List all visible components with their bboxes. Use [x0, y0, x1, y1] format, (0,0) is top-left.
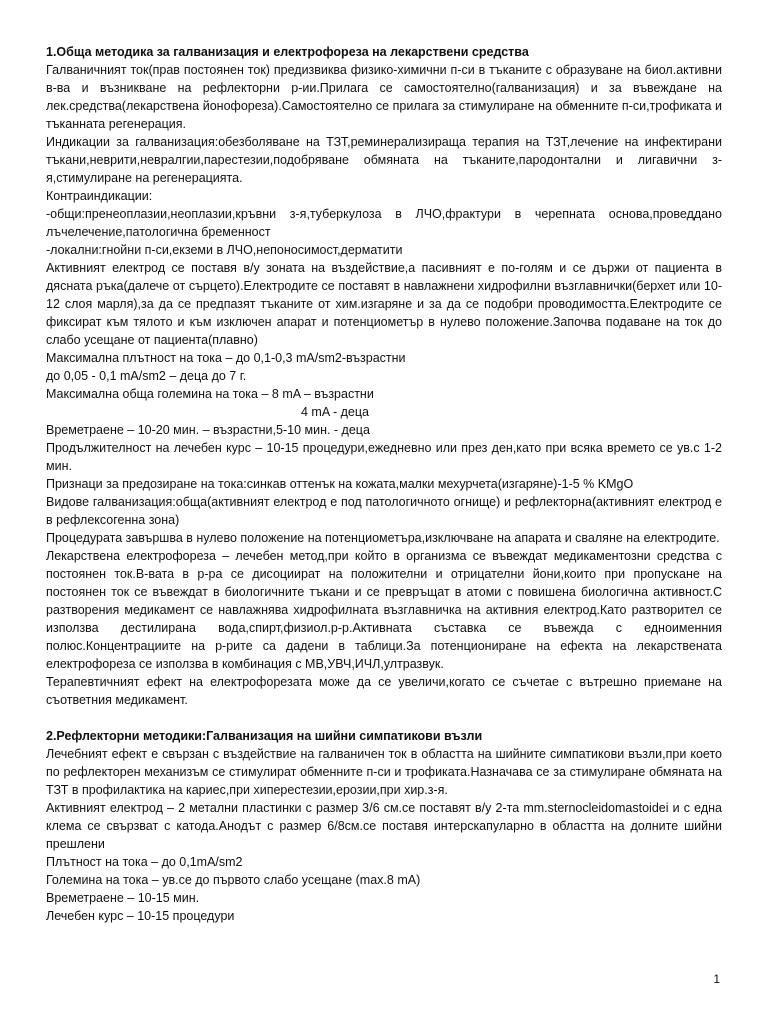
contraindications-title: Контраиндикации:	[46, 189, 153, 203]
section-gap	[46, 709, 722, 727]
intro-paragraph: Галваничният ток(прав постоянен ток) предизвиква физико-химични п-си в тъканите с образуване на биол.активни в-ва и възникване на рефлекторни р-ии.Прилага се самостоятелно(галванизация) и за въвеждане на лек.средства(лекарствена йонофореза).Самостоятелно се прилага за стимулиране на обменните п-си,трофиката и тъканната регенерация.	[46, 63, 722, 131]
density-line-adults: Максимална плътност на тока – до 0,1-0,3 mA/sm2-възрастни	[46, 351, 406, 365]
contraindications-local: -локални:гнойни п-си,екземи в ЛЧО,непоносимост,дерматити	[46, 243, 403, 257]
electrodes-paragraph: Активният електрод се поставя в/у зоната на въздействие,а пасивният е по-голям и се държи от пациента в дясната ръка(далече от сърцето).Електродите се поставят в навлажнени хидрофилни възглавнички(берхет или 10-12 слоя марля),за да се предпазят тъканите от хим.изгаряне и за да се подобри проводимостта.Електродите се фиксират към тялото и към изключен апарат и потенциометър в нулево положение.Започва подаване на ток до слабо усещане от пациента(плавно)	[46, 261, 722, 347]
section-2-duration-line: Времетраене – 10-15 мин.	[46, 891, 200, 905]
electrophoresis-paragraph: Лекарствена електрофореза – лечебен метод,при който в организма се въвеждат медикаментозни средства с постоянен ток.В-вата в р-ра се дисоциират на положителни и отрицателни йони,които при пропускане на постоянен ток се въвеждат в биологичните тъкани и се превръщат в атоми с повишена биологична активност.С разтворения медикамент се навлажнява хидрофилната възглавничка на активния електрод.Като разтворител се използва дестилирана вода,спирт,физиол.р-р.Активната съставка се въвежда с едноименния полюс.Концентрациите на р-рите са дадени в таблици.За потенциониране на ефекта на лекарствената електрофореза се използва в комбинация с МВ,УВЧ,ИЧЛ,ултразвук.	[46, 549, 722, 671]
section-2-course-line: Лечебен курс – 10-15 процедури	[46, 909, 235, 923]
current-line-adults: Максимална обща големина на тока – 8 mA – възрастни	[46, 387, 374, 401]
indications-paragraph: Индикации за галванизация:обезболяване на ТЗТ,реминерализираща терапия на ТЗТ,лечение на инфектирани тъкани,неврити,невралгии,парестезии,подобряване обмяната на тъканите,пародонтални и лигавични з-я,стимулиране на регенерацията.	[46, 135, 722, 185]
density-line-children: до 0,05 - 0,1 mA/sm2 – деца до 7 г.	[46, 369, 247, 383]
current-line-children: 4 mA - деца	[301, 405, 369, 419]
end-procedure-paragraph: Процедурата завършва в нулево положение на потенциометъра,изключване на апарата и сваляне на електродите.	[46, 531, 720, 545]
therapeutic-paragraph: Терапевтичният ефект на електрофорезата може да се увеличи,когато се съчетае с вътрешно приемане на съответния медикамент.	[46, 675, 722, 707]
section-2-heading: 2.Рефлекторни методики:Галванизация на шийни симпатикови възли	[46, 729, 483, 743]
types-paragraph: Видове галванизация:обща(активният електрод е под патологичното огнище) и рефлекторна(активният електрод е в рефлексогенна зона)	[46, 495, 722, 527]
page-number: 1	[713, 972, 720, 986]
active-electrode-paragraph: Активният електрод – 2 метални пластинки с размер 3/6 см.се поставят в/у 2-та mm.sternocleidomastoidei и с една клема се свързват с катода.Анодът с размер 6/8см.се поставя интерскапуларно в областта на долните шийни прешлени	[46, 801, 722, 851]
document-body	[46, 43, 722, 925]
overdose-line: Признаци за предозиране на тока:синкав оттенък на кожата,малки мехурчета(изгаряне)-1-5 % KMgO	[46, 477, 634, 491]
course-paragraph: Продължителност на лечебен курс – 10-15 процедури,ежедневно или през ден,като при всяка времето се ув.с 1-2 мин.	[46, 441, 722, 473]
duration-line: Времетраене – 10-20 мин. – възрастни,5-10 мин. - деца	[46, 423, 370, 437]
effect-paragraph: Лечебният ефект е свързан с въздействие на галваничен ток в областта на шийните симпатикови възли,при което по рефлекторен механизъм се стимулират обменните п-си и трофиката.Назначава се за стимулиране обмяната на ТЗТ в профилактика на кариес,при хиперестезии,ерозии,при хир.з-я.	[46, 747, 722, 797]
section-1-heading: 1.Обща методика за галванизация и електрофореза на лекарствени средства	[46, 45, 529, 59]
contraindications-general: -общи:пренеоплазии,неоплазии,кръвни з-я,туберкулоза в ЛЧО,фрактури в черепната основа,проведдано лъчелечение,патологична бременност	[46, 207, 722, 239]
section-2-current-line: Големина на тока – ув.се до първото слабо усещане (max.8 mA)	[46, 873, 421, 887]
section-2-density-line: Плътност на тока – до 0,1mA/sm2	[46, 855, 243, 869]
